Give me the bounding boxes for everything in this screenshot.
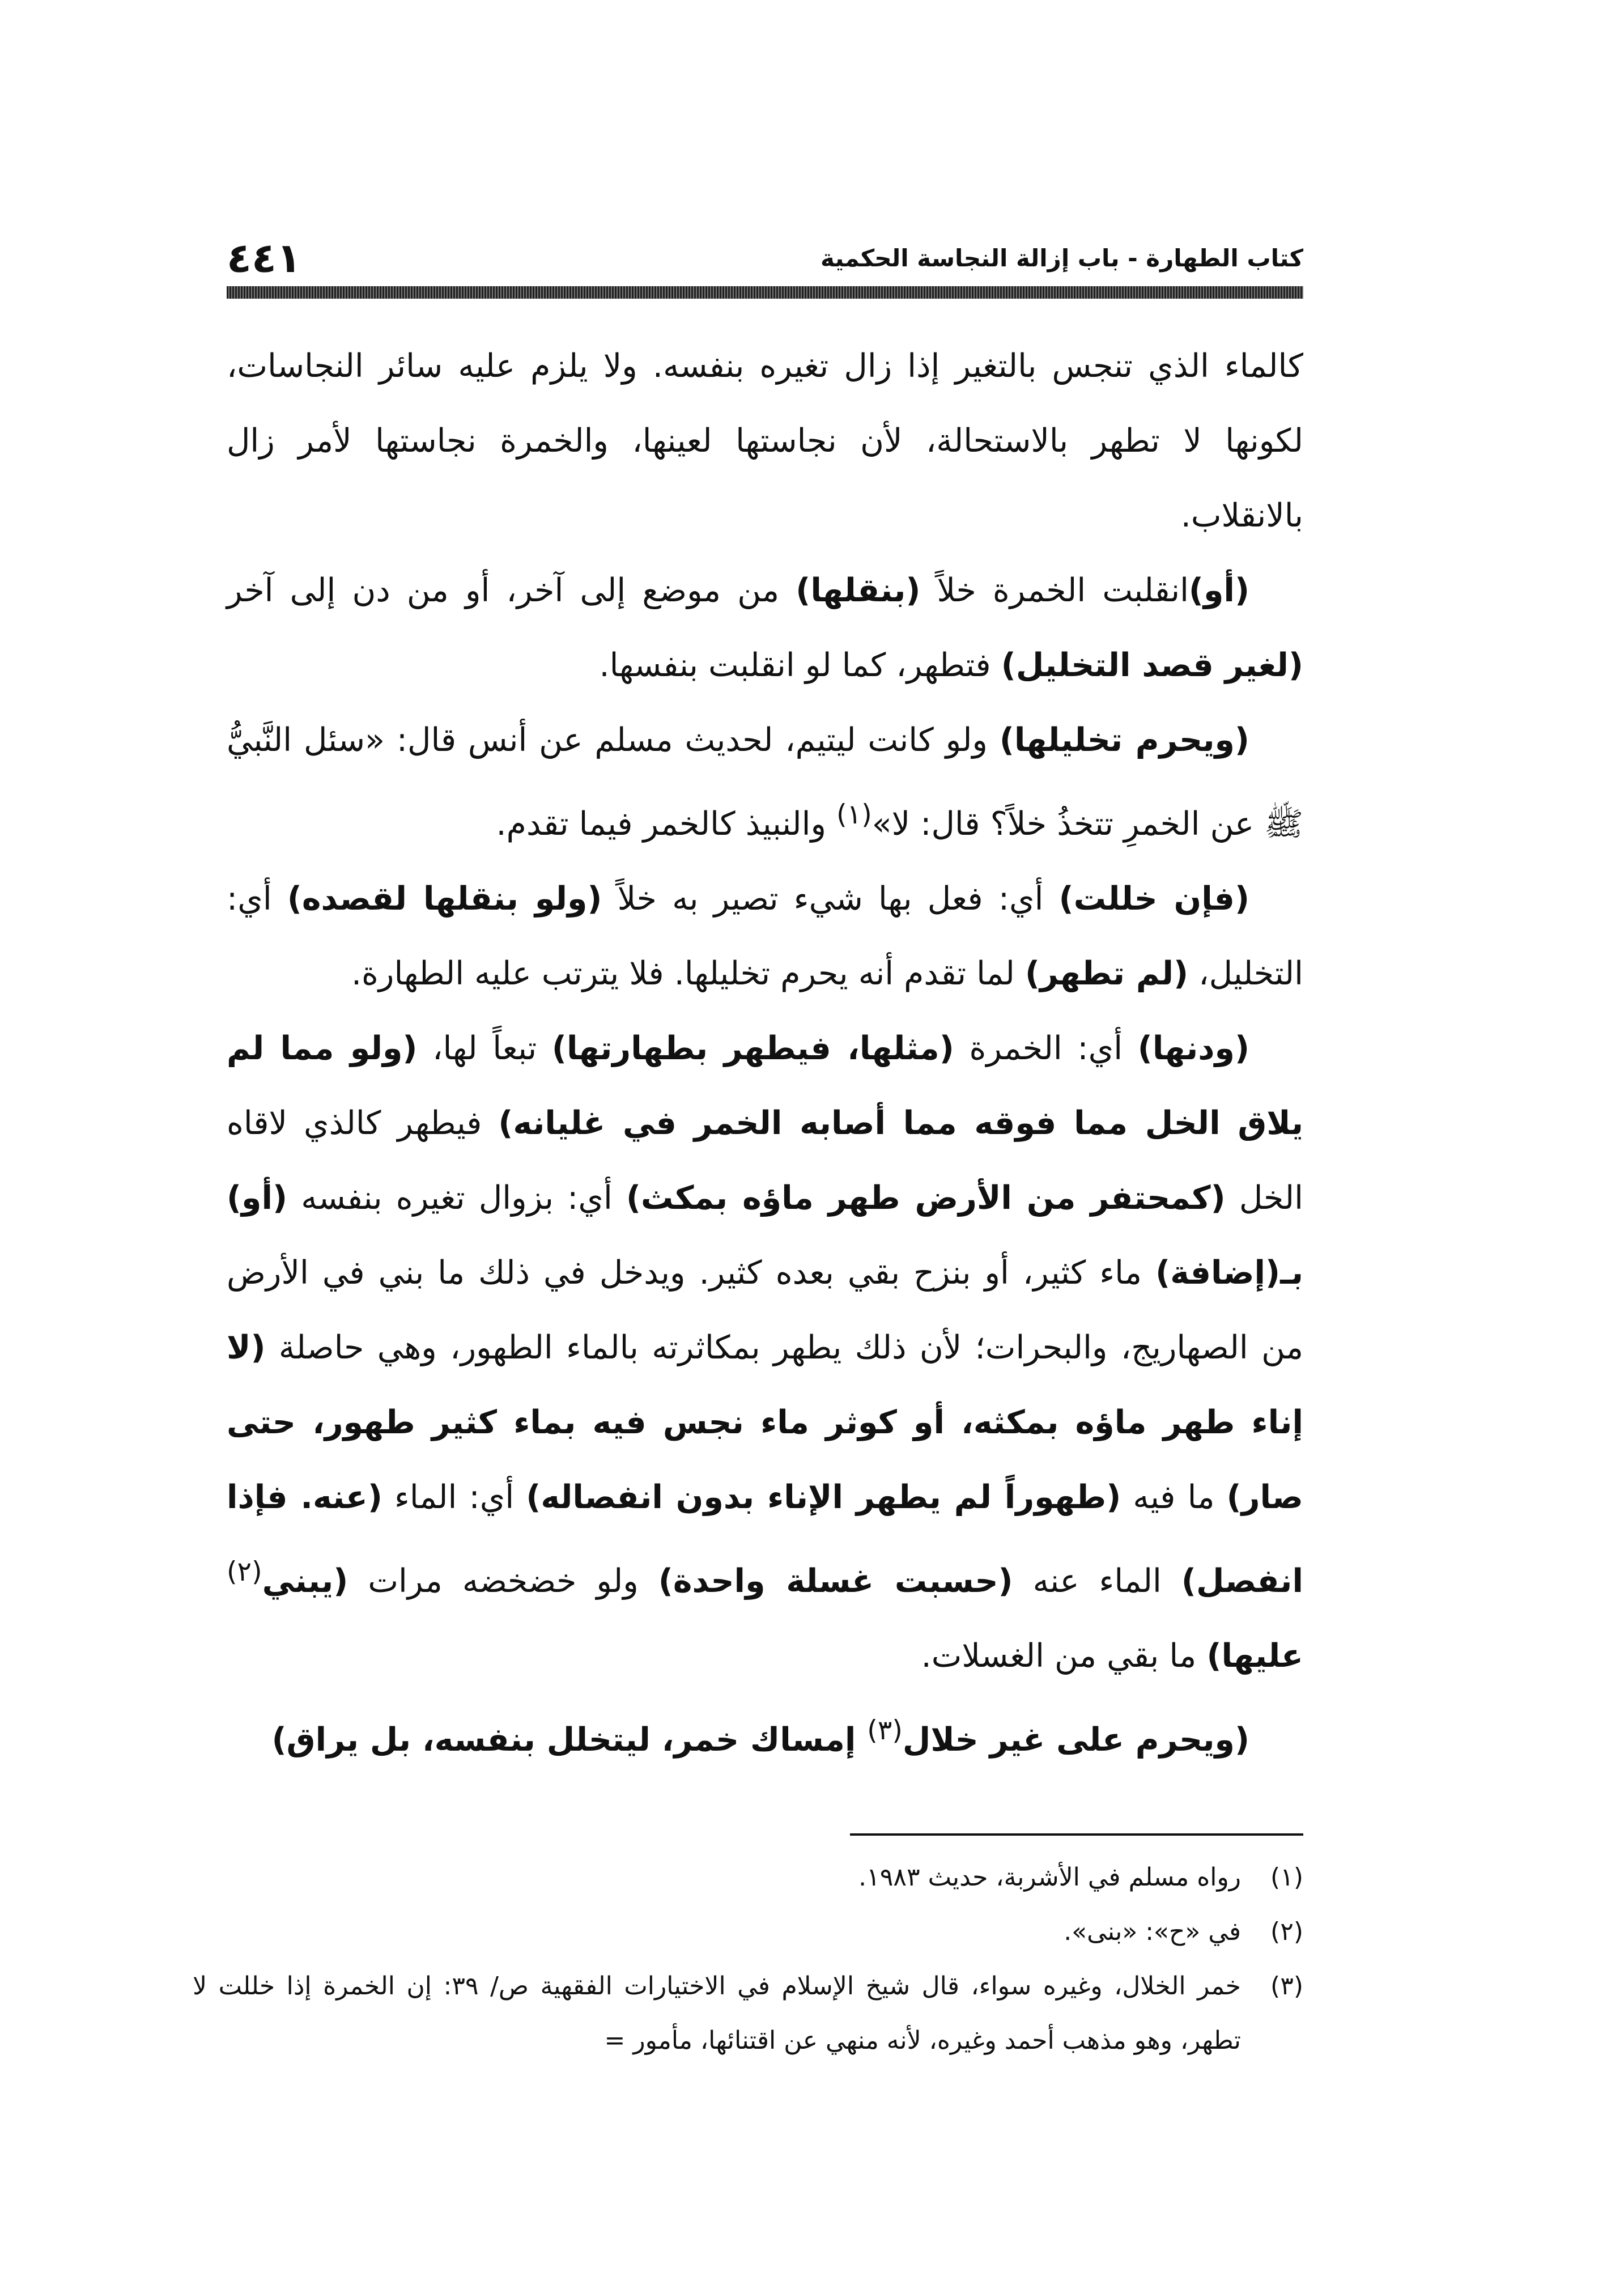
footnote-1 [193,1850,1303,1905]
matn-text: (ولو مما لم يلاق الخل مما فوقه مما أصابه الخمر في غليانه) [227,1030,1303,1142]
matn-text: (بنقلها) [796,572,921,609]
sharh-text: ولو كانت ليتيم، لحديث مسلم عن أنس قال: «سئل النَّبيُّ ﷺ عن الخمرِ تتخذُ خلاً؟ قال: لا» [227,721,1303,843]
sharh-text: أي: التخليل، [227,880,1303,992]
footnote-number: (٢) [1270,1917,1303,1946]
footnote-number: (٣) [1270,1972,1303,2001]
paragraph-5 [227,1011,1303,1693]
sharh-text: ماء كثير، أو بنزح بقي بعده كثير. ويدخل في ذلك ما بني في الأرض من الصهاريج، والبحرات؛ لأن ذلك يطهر بمكاثرته بالماء الطهور، وهي حاصلة [227,1254,1303,1366]
matn-text: (طهوراً لم يطهر الإناء بدون انفصاله) [526,1479,1121,1516]
sharh-text: تبعاً لها، [417,1030,552,1067]
sharh-text: أي: الماء [382,1479,526,1516]
footnote-separator [850,1833,1303,1836]
sharh-text: الماء عنه [1013,1562,1181,1600]
matn-text: (كمحتفر من الأرض طهر ماؤه بمكث) [626,1179,1226,1217]
matn-text: إمساك خمر، ليتخلل بنفسه، بل يراق) [271,1721,868,1759]
sharh-text: ولو خضخضه مرات [348,1562,658,1600]
matn-text: (ودنها) [1137,1030,1249,1067]
matn-text: (لا إناء طهر ماؤه بمكثه، أو كوثر ماء نجس فيه بماء كثير طهور، حتى صار) [227,1329,1304,1516]
sharh-text: فيطهر كالذي لاقاه الخل [227,1105,1303,1217]
footnotes [193,1850,1303,2068]
matn-text: (مثلها، فيطهر بطهارتها) [551,1030,954,1067]
footnote-text: رواه مسلم في الأشربة، حديث ١٩٨٣. [858,1863,1241,1892]
sharh-text: أي: الخمرة [954,1030,1138,1067]
footnote-ref[interactable]: (١) [836,799,872,830]
paragraph-text: كالماء الذي تنجس بالتغير إذا زال تغيره بنفسه. ولا يلزم عليه سائر النجاسات، لكونها لا تطهر بالاستحالة، لأن نجاستها لعينها، والخمرة نجاستها لأمر زال بالانقلاب. [227,347,1303,534]
footnote-text: في «ح»: «بنى». [1064,1917,1241,1946]
matn-text: (يبني [262,1562,348,1600]
footnote-text: خمر الخلال، وغيره سواء، قال شيخ الإسلام في الاختيارات الفقهية ص/ ٣٩: إن الخمرة إذا خللت لا تطهر، وهو مذهب أحمد وغيره، لأنه منهي عن اقتنائها، مأمور = [193,1972,1241,2055]
main-text [227,329,1303,1780]
sharh-text: أي: فعل بها شيء تصير به خلاً [602,880,1059,918]
paragraph-4 [227,861,1303,1011]
sharh-text: ما فيه [1121,1479,1227,1516]
footnote-number: (١) [1270,1863,1303,1892]
sharh-text: فتطهر، كما لو انقلبت بنفسها. [599,647,1001,684]
footnote-ref[interactable]: (٢) [227,1556,262,1587]
matn-text: (ويحرم على غير خلال [902,1721,1249,1759]
footnote-3 [193,1959,1303,2068]
matn-text: (فإن خللت) [1058,880,1249,918]
sharh-text: ما بقي من الغسلات. [921,1637,1207,1675]
paragraph-1 [227,329,1303,553]
sharh-text: انقلبت الخمرة خلاً [920,572,1189,609]
sharh-text: أي: بزوال تغيره بنفسه [287,1179,626,1217]
paragraph-2 [227,553,1303,703]
footnote-2 [193,1905,1303,1959]
running-header [227,235,1303,281]
sharh-text: لما تقدم أنه يحرم تخليلها. فلا يترتب عليه الطهارة. [351,955,1025,992]
matn-text: (لغير قصد التخليل) [1001,647,1303,684]
sharh-text: والنبيذ كالخمر فيما تقدم. [496,805,837,843]
header-title: كتاب الطهارة - باب إزالة النجاسة الحكمية [820,244,1303,272]
footnote-ref[interactable]: (٣) [867,1715,903,1746]
paragraph-6 [227,1693,1303,1777]
matn-text: (عنه. فإذا انفصل) [227,1479,1303,1600]
matn-text: (أو) [1188,572,1249,609]
sharh-text: من موضع إلى آخر، أو من دن إلى آخر [227,572,796,609]
matn-text: (ويحرم تخليلها) [999,721,1249,759]
page-number: ٤٤١ [227,234,301,282]
matn-text: (ولو بنقلها لقصده) [287,880,602,918]
matn-text: (حسبت غسلة واحدة) [658,1562,1013,1600]
header-rule [227,286,1303,299]
matn-text: (لم تطهر) [1024,955,1189,992]
matn-text: عليها) [1206,1637,1303,1675]
paragraph-3 [227,703,1303,861]
matn-text: (أو) بـ(إضافة) [227,1179,1303,1292]
